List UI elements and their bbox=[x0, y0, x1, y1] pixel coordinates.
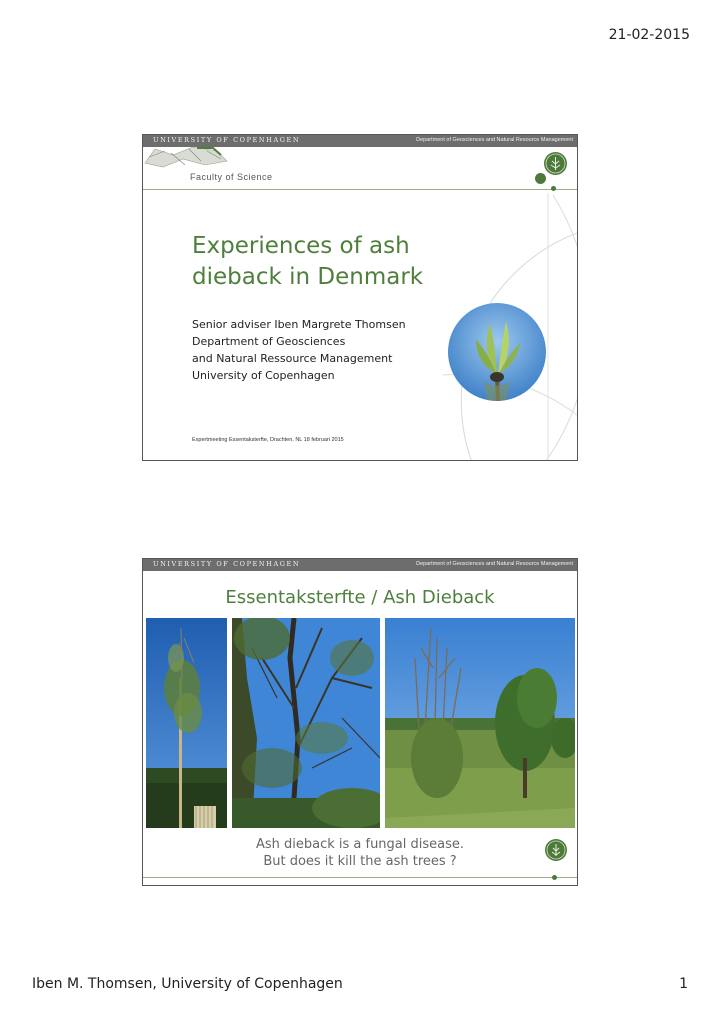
title-line-1: Experiences of ash bbox=[192, 233, 410, 259]
header-rule bbox=[143, 189, 577, 190]
page-number: 1 bbox=[679, 976, 688, 992]
meeting-note: Expertmeeting Essentaksterfte, Drachten, NL 18 februari 2015 bbox=[192, 437, 344, 443]
footer-rule bbox=[143, 877, 577, 878]
author-line: and Natural Ressource Management bbox=[192, 352, 393, 365]
author-info bbox=[192, 316, 406, 384]
caption-line: Ash dieback is a fungal disease. bbox=[255, 837, 465, 852]
university-seal-icon bbox=[544, 152, 567, 175]
ash-bud-photo bbox=[446, 301, 548, 403]
university-name: UNIVERSITY OF COPENHAGEN bbox=[153, 136, 301, 144]
slide-ash-dieback bbox=[142, 558, 578, 886]
author-line: Department of Geosciences bbox=[192, 335, 346, 348]
young-ash-tree-photo bbox=[146, 618, 227, 828]
page-footer-author: Iben M. Thomsen, University of Copenhagen bbox=[32, 976, 343, 992]
author-line: University of Copenhagen bbox=[192, 369, 335, 382]
slide-header-bar bbox=[143, 135, 577, 147]
page-date: 21-02-2015 bbox=[608, 27, 690, 43]
header-sketch-graphic bbox=[143, 135, 577, 460]
green-dot-large bbox=[535, 173, 546, 184]
slide-heading: Essentaksterfte / Ash Dieback bbox=[225, 587, 495, 608]
green-dot-small bbox=[551, 186, 556, 191]
author-line: Senior adviser Iben Margrete Thomsen bbox=[192, 318, 406, 331]
university-name: UNIVERSITY OF COPENHAGEN bbox=[153, 560, 301, 568]
slide-caption bbox=[143, 836, 577, 870]
title-line-2: dieback in Denmark bbox=[192, 264, 424, 290]
department-name: Department of Geosciences and Natural Resource Management bbox=[416, 137, 573, 143]
university-seal-icon bbox=[545, 839, 567, 861]
slide-header-bar bbox=[143, 559, 577, 571]
faculty-label: Faculty of Science bbox=[190, 172, 273, 182]
green-dot-small bbox=[552, 875, 557, 880]
caption-line: But does it kill the ash trees ? bbox=[263, 854, 457, 869]
slide-title bbox=[142, 134, 578, 461]
presentation-title bbox=[192, 231, 492, 293]
field-ash-trees-photo bbox=[385, 618, 575, 828]
department-name: Department of Geosciences and Natural Resource Management bbox=[416, 561, 573, 567]
ash-crown-photo bbox=[232, 618, 380, 828]
